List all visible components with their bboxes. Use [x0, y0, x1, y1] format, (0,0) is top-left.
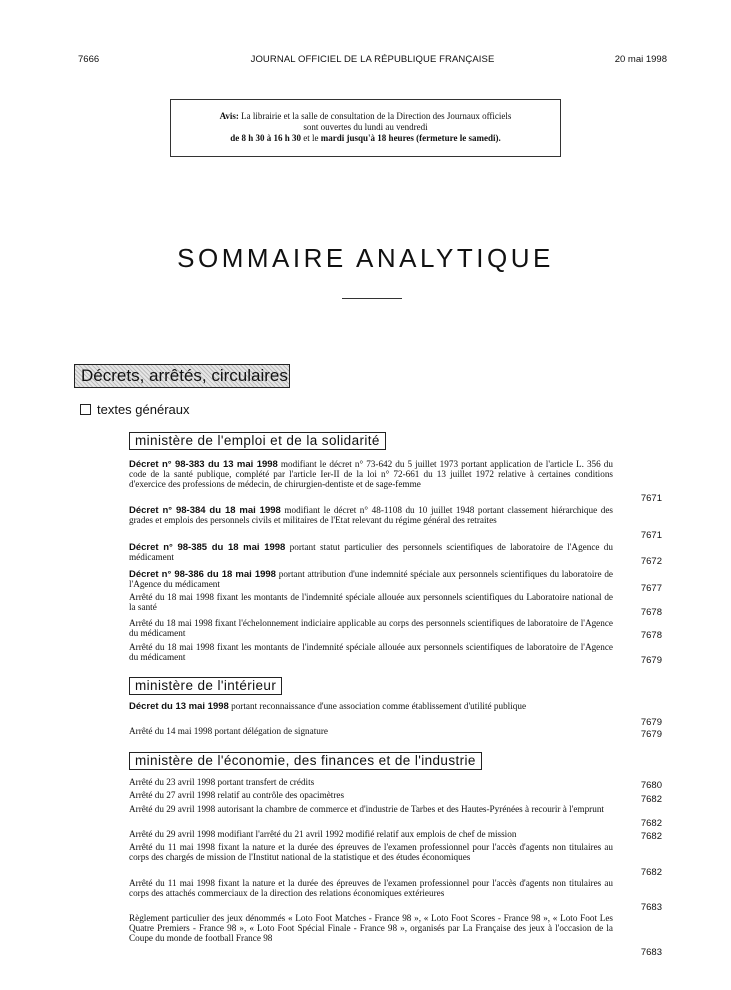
entry-text: Arrêté du 29 avril 1998 autorisant la chambre de commerce et d'industrie de Tarbes et des Hautes-Pyrénées à recourir à l'emprunt [129, 804, 604, 814]
list-item [129, 570, 613, 590]
notice-tuesday: mardi jusqu'à 18 heures (fermeture le samedi). [320, 133, 501, 143]
page-title: SOMMAIRE ANALYTIQUE [177, 243, 554, 273]
entry-page: 7683 [640, 947, 662, 958]
entry-page: 7679 [640, 717, 662, 728]
list-item [129, 914, 613, 943]
list-item [129, 778, 613, 788]
entry-lead: Décret du 13 mai 1998 [129, 701, 229, 712]
notice-box [170, 99, 561, 157]
issue-date: 20 mai 1998 [614, 54, 667, 65]
list-item [129, 460, 613, 489]
entry-lead: Décret n° 98-384 du 18 mai 1998 [129, 505, 281, 516]
entry-text: portant reconnaissance d'une association comme établissement d'utilité publique [228, 701, 527, 711]
page-header [78, 54, 667, 70]
entry-lead: Décret n° 98-383 du 13 mai 1998 [129, 459, 278, 470]
entry-text: modifiant le décret n° 73-642 du 5 juillet 1973 portant application de l'article L. 356 du code de la santé publique, complété par l'article Ier-II de la loi n° 72-661 du 13 juillet 1972 relative à certaines conditions d'exercice des professions de médecin, de chirurgien-dentiste et de sage-femme [129, 459, 613, 489]
notice-connector: et le [301, 133, 321, 143]
list-item [129, 879, 613, 899]
ministry-heading: ministère de l'économie, des finances et de l'industrie [129, 752, 482, 770]
list-item [129, 791, 613, 801]
entry-page: 7680 [640, 780, 662, 791]
notice-line-2: sont ouvertes du lundi au vendredi [303, 122, 428, 132]
entry-text: Arrêté du 18 mai 1998 fixant les montants de l'indemnité spéciale allouée aux personnels scientifiques du Laboratoire national de la santé [129, 592, 613, 612]
list-item [129, 805, 613, 815]
entry-text: Arrêté du 23 avril 1998 portant transfert de crédits [129, 777, 315, 787]
entry-page: 7677 [640, 583, 662, 594]
list-item [129, 830, 613, 840]
entry-page: 7679 [640, 655, 662, 666]
title-divider [342, 298, 402, 299]
list-item [129, 506, 613, 526]
entry-page: 7682 [640, 818, 662, 829]
list-item [129, 727, 613, 737]
journal-title: JOURNAL OFFICIEL DE LA RÉPUBLIQUE FRANÇAISE [250, 54, 495, 65]
entry-text: portant attribution d'une indemnité spéciale aux personnels scientifiques du laboratoire de l'Agence du médicament [129, 569, 613, 589]
entry-text: Arrêté du 29 avril 1998 modifiant l'arrêté du 21 avril 1992 modifié relatif aux emplois de chef de mission [129, 829, 517, 839]
list-item [129, 643, 613, 663]
list-item [129, 843, 613, 863]
entry-lead: Décret n° 98-385 du 18 mai 1998 [129, 542, 286, 553]
notice-lead: Avis: [219, 111, 239, 121]
checkbox-square-icon [80, 404, 91, 415]
ministry-heading: ministère de l'intérieur [129, 677, 282, 695]
entry-page: 7682 [640, 794, 662, 805]
list-item [129, 619, 613, 639]
notice-hours: de 8 h 30 à 16 h 30 [230, 133, 302, 143]
entry-text: Arrêté du 18 mai 1998 fixant l'échelonnement indiciaire applicable au corps des personnels scientifiques de laboratoire de l'Agence du médicament [129, 618, 613, 638]
entry-text: Règlement particulier des jeux dénommés « Loto Foot Matches - France 98 », « Loto Foot Scores - France 98 », « Loto Foot Les Quatre Premiers - France 98 », « Loto Foot Spécial Finale - France 98 », organisés par La Française des jeux à l'occasion de la Coupe du monde de football France 98 [129, 913, 613, 943]
subheading [80, 402, 190, 417]
entry-text: Arrêté du 11 mai 1998 fixant la nature et la durée des épreuves de l'examen professionnel pour l'accès d'agents non titulaires au corps des attachés commerciaux de la direction des relations économiques extérieures [129, 878, 613, 898]
entry-text: Arrêté du 27 avril 1998 relatif au contrôle des opacimètres [129, 790, 345, 800]
notice-line-1: La librairie et la salle de consultation de la Direction des Journaux officiels [241, 111, 512, 121]
entry-lead: Décret n° 98-386 du 18 mai 1998 [129, 569, 276, 580]
entry-page: 7682 [640, 831, 662, 842]
page-number: 7666 [78, 54, 100, 65]
entry-page: 7679 [640, 729, 662, 740]
list-item [129, 593, 613, 613]
category-banner: Décrets, arrêtés, circulaires [74, 364, 290, 388]
list-item [129, 543, 613, 563]
entry-text: Arrêté du 11 mai 1998 fixant la nature et la durée des épreuves de l'examen professionnel pour l'accès d'agents non titulaires au corps des chargés de mission de l'Institut national de la statistique et des études économiques [129, 842, 613, 862]
list-item [129, 702, 613, 712]
entry-page: 7671 [640, 493, 662, 504]
ministry-heading: ministère de l'emploi et de la solidarité [129, 432, 386, 450]
entry-page: 7678 [640, 607, 662, 618]
entry-text: Arrêté du 14 mai 1998 portant délégation de signature [129, 726, 329, 736]
entry-text: modifiant le décret n° 48-1108 du 10 juillet 1948 portant classement hiérarchique des grades et emplois des personnels civils et militaires de l'Etat relevant du régime général des retraites [129, 505, 614, 525]
entry-page: 7678 [640, 630, 662, 641]
entry-page: 7671 [640, 530, 662, 541]
entry-page: 7682 [640, 867, 662, 878]
entry-text: portant statut particulier des personnels scientifiques de laboratoire de l'Agence du médicament [129, 542, 613, 562]
entry-page: 7683 [640, 902, 662, 913]
subheading-label: textes généraux [97, 402, 190, 417]
entry-page: 7672 [640, 556, 662, 567]
entry-text: Arrêté du 18 mai 1998 fixant les montants de l'indemnité spéciale allouée aux personnels scientifiques de laboratoire de l'Agence du médicament [129, 642, 613, 662]
